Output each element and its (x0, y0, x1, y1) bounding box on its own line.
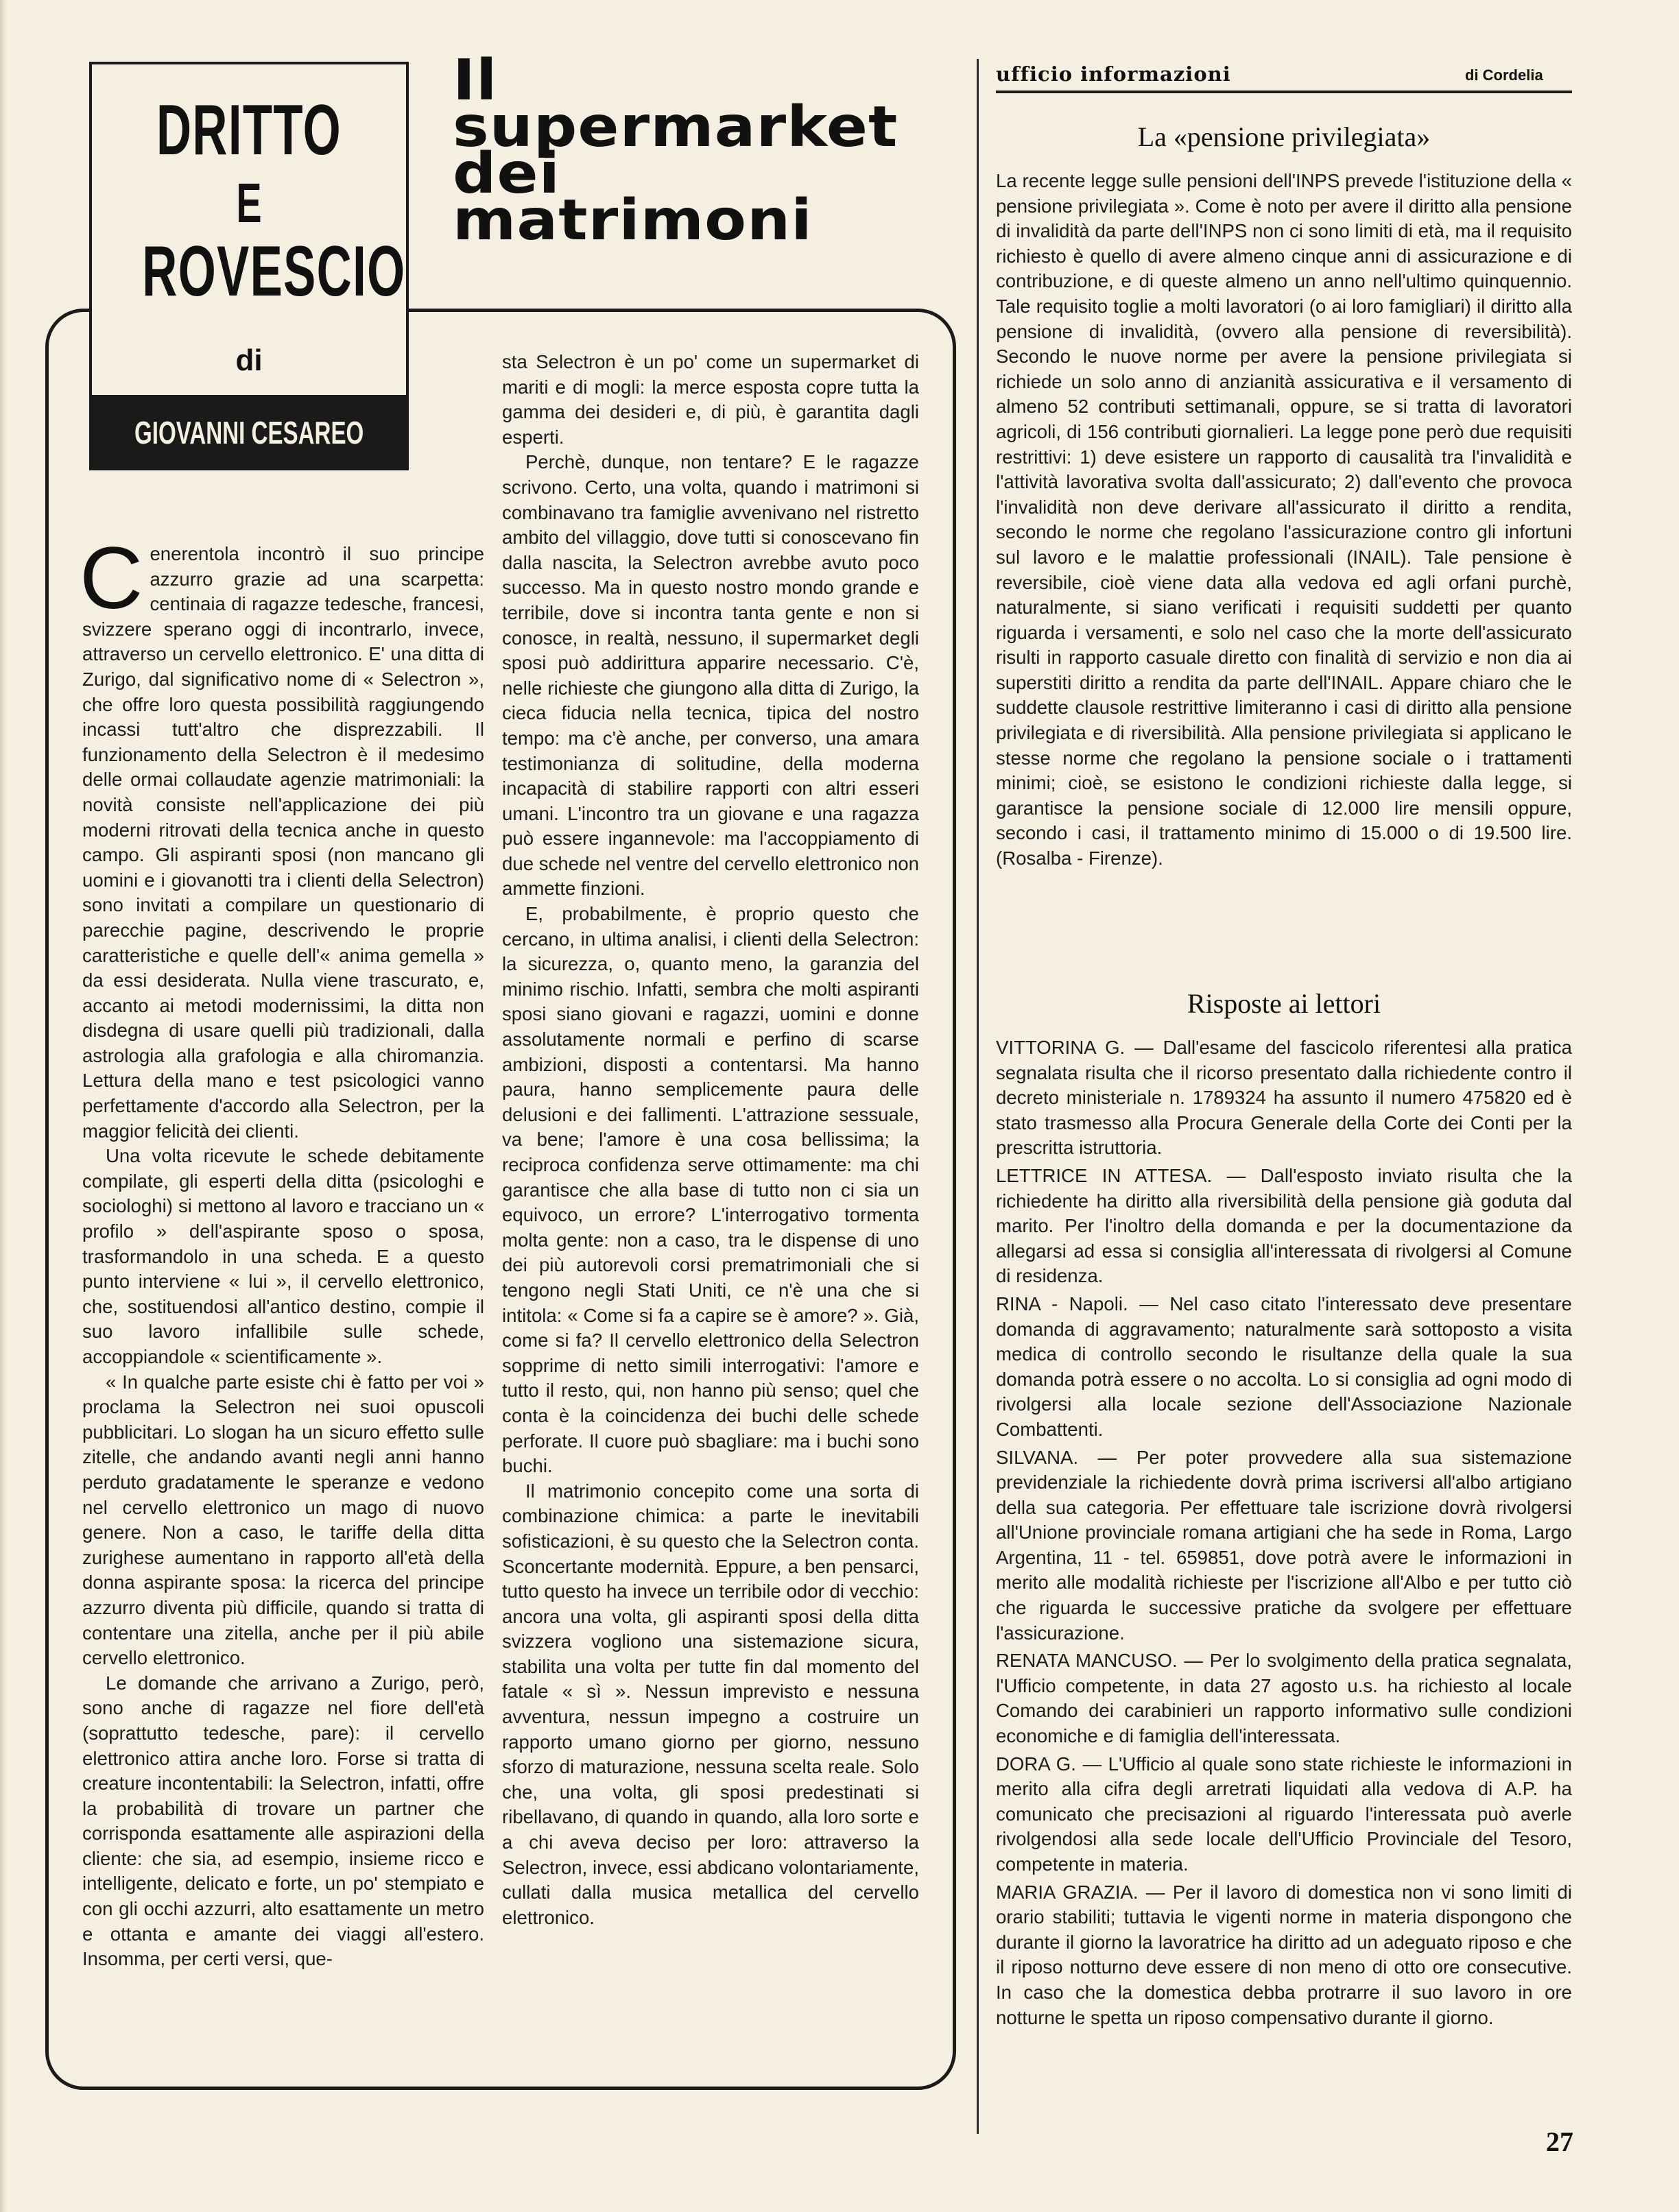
scan-edge (0, 0, 7, 2212)
headline-line-4: matrimoni (453, 188, 813, 253)
risposte-column (996, 1035, 1572, 2033)
article-paragraph: Le domande che arrivano a Zurigo, però, sono anche di ragazze nel fiore dell'età (soprattutto tedesche, pare): il cervello elettronico attira anche loro. Forse si tratta di creature incontentabili: la Selectron, infatti, offre la probabilità di trovare un partner che corrisponda esattamente alle aspirazioni della cliente: che sia, ad esempio, insieme ricco e intelligente, delicato e forte, un po' stempiato e con gli occhi azzurri, alto esattamente un metro e ottanta e amante dei viaggi all'estero. Insomma, per certi versi, que- (82, 1672, 484, 1970)
reply-item: SILVANA. — Per poter provvedere alla sua sistemazione previdenziale la richiedente dovrà prima iscriversi all'albo artigiano della sua categoria. Per effettuare tale iscrizione dovrà rivolgersi all'Unione provinciale romana artigiani che ha sede in Roma, Largo Argentina, 11 - tel. 659851, dove potrà avere le informazioni in merito alle modalità richieste per l'iscrizione all'Albo e per tutto ciò che riguarda le successive pratiche da svolgere per effettuare l'assicurazione. (996, 1446, 1572, 1644)
column-divider (977, 59, 979, 2134)
paragraph-text: enerentola incontrò il suo principe azzurro grazie ad una scarpetta: centinaia di ragazze tedesche, francesi, svizzere sperano oggi di incontrarlo, invece, attraverso un cervello elettronico. E' una ditta di Zurigo, dal significativo nome di « Selectron », che offre loro questa possibilità raggiungendo incassi tutt'altro che disprezzabili. Il funzionamento della Selectron è il medesimo delle ormai collaudate agenzie matrimoniali: la novità consiste nell'applicazione dei più moderni ritrovati della tecnica anche in questo campo. Gli aspiranti sposi (non mancano gli uomini e i giovanotti tra i clienti della Selectron) sono invitati a compilare un questionario di parecchie pagine, descrivendo le proprie caratteristiche e quelle dell'« anima gemella » da essi desiderata. Nulla viene trascurato, e, accanto ai metodi modernissimi, la ditta non disdegna di usare quelli più tradizionali, dalla astrologia alla grafologia e alla chiromanzia. Lettura della mano e test psicologici vanno perfettamente d'accordo alla Selectron, per la maggior felicità dei clienti. (82, 543, 484, 1142)
article-paragraph: Perchè, dunque, non tentare? E le ragazze scrivono. Certo, una volta, quando i matrimoni si combinavano tra famiglie avvenivano nel ristretto ambito del villaggio, dove tutti si conoscevano fin dalla nascita, la Selectron avrebbe avuto poco successo. Ma in questo nostro mondo grande e terribile, dove si incontra tanta gente e non si conosce, in realtà, nessuno, il supermarket degli sposi può addirittura apparire necessario. C'è, nelle richieste che giungono alla ditta di Zurigo, la cieca fiducia nella tecnica, tipica del nostro tempo: ma c'è anche, per converso, una amara testimonianza di solitudine, della moderna incapacità di stabilire rapporti con altri esseri umani. L'incontro tra un giovane e una ragazza può essere ingannevole: ma l'accoppiamento di due schede nel ventre del cervello elettronico non ammette finzioni. (502, 451, 919, 900)
article-paragraph: Una volta ricevute le schede debitamente compilate, gli esperti della ditta (psicologhi e sociologhi) si mettono al lavoro e tracciano un « profilo » dell'aspirante sposo o sposa, trasformandolo in una scheda. E a questo punto interviene « lui », il cervello elettronico, che, sostituendosi all'antico destino, compie il suo lavoro infallibile sulle schede, accoppiandole « scientificamente ». (82, 1145, 484, 1367)
article-headline (453, 48, 960, 253)
reply-item: VITTORINA G. — Dall'esame del fascicolo riferentesi alla pratica segnalata risulta che il ricorso presentato dalla richiedente contro il decreto ministeriale n. 1789324 ha assunto il numero 475820 ed è stato trasmesso alla Procura Generale della Corte dei Conti per la prescritta istruttoria. (996, 1037, 1572, 1159)
article-paragraph: Il matrimonio concepito come una sorta di combinazione chimica: a parte le inevitabili sofisticazioni, è su questo che la Selectron conta. Sconcertante modernità. Eppure, a ben pensarci, tutto questo ha invece un terribile odor di vecchio: ancora una volta, gli aspiranti sposi della ditta svizzera vogliono una sistemazione sicura, stabilita una volta per tutte fin dal momento del fatale « sì ». Nessun imprevisto e nessuna avventura, nessun impegno a costruire un rapporto umano giorno per giorno, nessuno sforzo di maturazione, nessuna scelta reale. Solo che, una volta, gli sposi predestinati si ribellavano, di quando in quando, alla loro sorte e a chi aveva deciso per loro: attraverso la Selectron, invece, essi abdicano volontariamente, cullati dalla musica metallica del cervello elettronico. (502, 1480, 919, 1928)
article-column-1 (80, 529, 484, 1972)
headline-line-2: supermarket (453, 95, 898, 160)
pensione-heading: La «pensione privilegiata» (1137, 121, 1431, 152)
article-paragraph: « In qualche parte esiste chi è fatto per voi » proclama la Selectron nei suoi opuscoli pubblicitari. Lo slogan ha un sicuro effetto sulle zitelle, che andando avanti negli anni hanno perduto gradatamente le speranze e vedono nel cervello elettronico un mago di nuovo genere. Non a caso, le tariffe della ditta zurighese aumentano in rapporto all'età della donna aspirante sposa: la ricerca del principe azzurro diventa più difficile, quando si tratta di contentare una zitella, anche per il più abile cervello elettronico. (82, 1371, 484, 1669)
drop-cap: C (80, 529, 143, 627)
series-word-dritto: DRITTO (156, 91, 342, 170)
reply-item: RINA - Napoli. — Nel caso citato l'interessato deve presentare domanda di aggravamento; naturalmente sarà sottoposto a visita medica di controllo secondo le risultanze della quale la sua domanda potrà essere o no accolta. Lo si consiglia ad ogni modo di rivolgersi alla locale sezione dell'Associazione Nazionale Combattenti. (996, 1293, 1572, 1440)
headline-line-3: dei (453, 141, 561, 206)
article-paragraph: sta Selectron è un po' come un supermarket di mariti e di mogli: la merce esposta copre tutta la gamma dei desideri e, di più, è garantita dagli esperti. (502, 351, 919, 448)
article-paragraph: E, probabilmente, è proprio questo che cercano, in ultima analisi, i clienti della Selectron: la sicurezza, o, quanto meno, la garanzia del minimo rischio. Infatti, sembra che molti aspiranti sposi siano giovani e ragazzi, uomini e donne assolutamente normali e perfino di scarse ambizioni, disposti a contentarsi. Ma hanno paura, hanno semplicemente paura delle delusioni e dei fallimenti. L'attrazione sessuale, va bene; l'amore è una cosa bellissima; la reciproca confidenza serve ottimamente: ma chi garantisce che alla base di tutto non ci sia un equivoco, un errore? L'interrogativo tormenta molta gente: non a caso, tra le dispense di uno dei più autorevoli corsi prematrimoniali che si tengono negli Stati Uniti, ce n'è una che si intitola: « Come si fa a capire se è amore? ». Già, come si fa? Il cervello elettronico della Selectron sopprime di netto simili interrogativi: l'amore e tutto il resto, qui, non hanno più senso; quel che conta è la coincidenza dei buchi delle schede perforate. Il cuore può sbagliare: ma i buchi sono buchi. (502, 903, 919, 1477)
series-word-e: E (236, 172, 262, 235)
risposte-heading: Risposte ai lettori (1187, 988, 1381, 1019)
pensione-column (996, 169, 1572, 871)
pensione-text: La recente legge sulle pensioni dell'INPS prevede l'istituzione della « pensione privilegiata ». Come è noto per avere il diritto alla pensione di invalidità da parte dell'INPS non ci sono limiti di età, ma il requisito richiesto è quello di avere almeno cinque anni di assicurazione e di contribuzione, e di queste almeno un anno nell'ultimo quinquennio. Tale requisito toglie a molti lavoratori (o ai loro famigliari) il diritto alla pensione di invalidità, (ovvero alla pensione di reversibilità). Secondo le nuove norme per avere la pensione privilegiata si richiede un solo anno di anzianità assicurativa e il versamento di almeno 52 contributi settimanali, oppure, se si tratta di lavoratori agricoli, di 156 contributi giornalieri. La legge pone però due requisiti restrittivi: 1) deve esistere un rapporto di causalità tra l'invalidità e l'attività lavorativa svolta dall'assicurato; 2) dall'evento che provoca l'invalidità non deve derivare all'assicurato il diritto a rendita, secondo le norme che regolano l'assicurazione contro gli infortuni sul lavoro e le malattie professionali (INAIL). Tale pensione è reversibile, cioè viene data alla vedova ed agli orfani purchè, naturalmente, si siano verificati i requisiti suddetti per quanto riguarda i versamenti, e solo nel caso che la morte dell'assicurato risulti in rapporto casuale diretto con finalità di servizio e non dia ai superstiti diritto a rendita da parte dell'INAIL. Appare chiaro che le suddette clausole restrittive limiteranno i casi di diritto alla pensione privilegiata e di riversibilità. Alla pensione privilegiata si applicano le stesse norme che regolano la pensione sociale o i trattamenti minimi; cioè, se esistono le condizioni richieste dalla legge, si garantisce la pensione sociale di 12.000 lire mensili oppure, secondo i casi, il trattamento minimo di 15.000 o di 19.500 lire. (Rosalba - Firenze). (996, 170, 1572, 869)
section-author: di Cordelia (1465, 67, 1543, 84)
author-name: GIOVANNI CESAREO (134, 415, 364, 450)
reply-item: MARIA GRAZIA. — Per il lavoro di domestica non vi sono limiti di orario stabiliti; tuttavia le vigenti norme in materia dispongono che durante il giorno la lavoratrice ha diritto ad un adeguato riposo e che il riposo notturno deve essere di non meno di otto ore consecutive. In caso che la domestica debba protrarre il suo lavoro in ore notturne le spetta un riposo compensativo durante il giorno. (996, 1881, 1572, 2028)
reply-item: LETTRICE IN ATTESA. — Dall'esposto inviato risulta che la richiedente ha diritto alla riversibilità della pensione già goduta dal marito. Per l'inoltro della domanda e per la documentazione da allegarsi ad essa si consiglia all'interessata di rivolgersi al Comune di residenza. (996, 1164, 1572, 1287)
reply-item: RENATA MANCUSO. — Per lo svolgimento della pratica segnalata, l'Ufficio competente, in data 27 agosto u.s. ha richiesto al locale Comando dei carabinieri un rapporto informativo sulle condizioni economiche e di famiglia dell'interessata. (996, 1650, 1572, 1747)
section-title: ufficio informazioni (996, 62, 1231, 86)
article-column-2 (502, 350, 919, 1930)
byline-di: di (235, 344, 263, 377)
feature-header-box (89, 62, 409, 468)
series-word-rovescio: ROVESCIO (142, 232, 406, 311)
page-number: 27 (1546, 2126, 1573, 2157)
headline-line-1: Il (453, 48, 498, 113)
reply-item: DORA G. — L'Ufficio al quale sono state richieste le informazioni in merito alla cifra degli arretrati liquidati alla vedova di A.P. ha comunicato che precisazioni al riguardo l'interessata può averle rivolgendosi alla sede locale dell'Ufficio Provinciale del Tesoro, competente in materia. (996, 1753, 1572, 1875)
author-banner (89, 395, 409, 470)
article-paragraph (80, 529, 484, 1144)
